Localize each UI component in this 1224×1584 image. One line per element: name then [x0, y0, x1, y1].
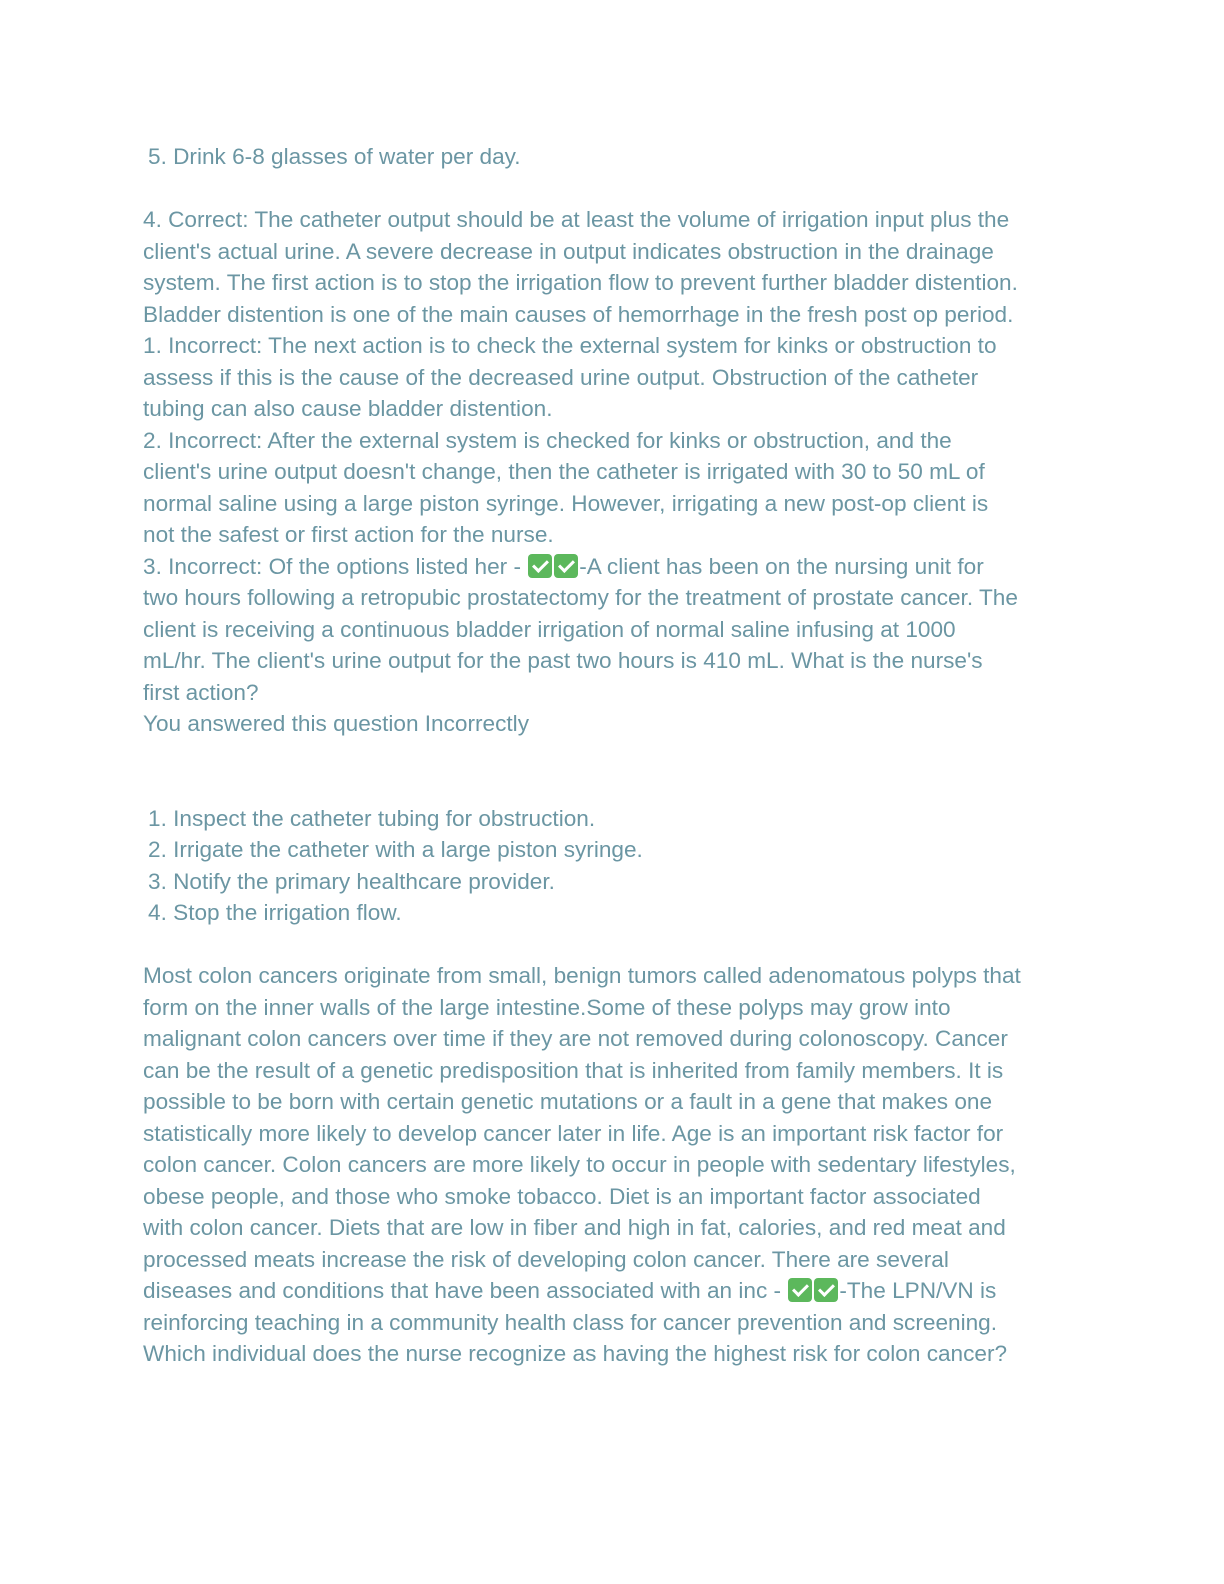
- rationale-line: colon cancer. Colon cancers are more likely to occur in people with sedentary lifestyles,: [143, 1152, 1016, 1177]
- question-start: -The LPN/VN is: [839, 1278, 997, 1303]
- rationale-line: statistically more likely to develop cancer later in life. Age is an important risk factor for: [143, 1120, 1004, 1146]
- question-start: -A client has been on the nursing unit for: [579, 553, 984, 579]
- check-mark-icon: [788, 1278, 812, 1302]
- check-mark-icon: [554, 554, 578, 578]
- rationale-line: obese people, and those who smoke tobacco. Diet is an important factor associated: [143, 1183, 981, 1209]
- rationale-line: normal saline using a large piston syringe. However, irrigating a new post-op client is: [143, 490, 989, 516]
- rationale-line: Most colon cancers originate from small, benign tumors called adenomatous polyps that: [143, 963, 1021, 988]
- question-intro-line: [143, 1275, 1083, 1307]
- rationale-line: 4. Correct: The catheter output should be at least the volume of irrigation input plus the: [143, 207, 1010, 232]
- document-page: [143, 141, 1083, 1370]
- question-intro-line: [143, 551, 1083, 583]
- rationale-line: assess if this is the cause of the decreased urine output. Obstruction of the catheter: [143, 364, 979, 390]
- rationale-line: not the safest or first action for the nurse.: [143, 522, 554, 547]
- spacer: [143, 173, 1083, 205]
- answer-option: 5. Drink 6-8 glasses of water per day.: [148, 144, 521, 169]
- rationale-line: with colon cancer. Diets that are low in fiber and high in fat, calories, and red meat and: [143, 1215, 1006, 1240]
- answer-status: You answered this question Incorrectly: [143, 711, 529, 736]
- answer-option: 4. Stop the irrigation flow.: [148, 900, 402, 925]
- question-line: reinforcing teaching in a community health class for cancer prevention and screening.: [143, 1309, 998, 1335]
- rationale-line: client's urine output doesn't change, then the catheter is irrigated with 30 to 50 mL of: [143, 459, 985, 484]
- check-mark-icon: [814, 1278, 838, 1302]
- question-line: Which individual does the nurse recognize as having the highest risk for colon cancer?: [143, 1341, 1008, 1366]
- spacer: [143, 771, 1083, 803]
- question-line: first action?: [143, 679, 259, 705]
- answer-option: 3. Notify the primary healthcare provider.: [148, 868, 555, 894]
- rationale-line: possible to be born with certain genetic mutations or a fault in a gene that makes one: [143, 1089, 993, 1114]
- answer-option: 2. Irrigate the catheter with a large piston syringe.: [148, 837, 643, 862]
- answer-option: 1. Inspect the catheter tubing for obstruction.: [148, 805, 596, 831]
- spacer: [143, 929, 1083, 961]
- rationale-line: Bladder distention is one of the main causes of hemorrhage in the fresh post op period.: [143, 301, 1014, 327]
- rationale-line: can be the result of a genetic predisposition that is inherited from family members. It is: [143, 1057, 1004, 1083]
- question-line: client is receiving a continuous bladder irrigation of normal saline infusing at 1000: [143, 616, 956, 642]
- rationale-line: form on the inner walls of the large intestine.Some of these polyps may grow into: [143, 994, 951, 1020]
- rationale-line: 2. Incorrect: After the external system is checked for kinks or obstruction, and the: [143, 427, 952, 453]
- check-mark-icon: [528, 554, 552, 578]
- question-prefix: 3. Incorrect: Of the options listed her -: [143, 553, 528, 579]
- rationale-line: malignant colon cancers over time if they are not removed during colonoscopy. Cancer: [143, 1026, 1008, 1051]
- rationale-line: 1. Incorrect: The next action is to check the external system for kinks or obstruction to: [143, 333, 997, 358]
- rationale-line: client's actual urine. A severe decrease in output indicates obstruction in the drainage: [143, 238, 994, 264]
- rationale-line: system. The first action is to stop the irrigation flow to prevent further bladder distention.: [143, 270, 1018, 295]
- rationale-line: processed meats increase the risk of developing colon cancer. There are several: [143, 1246, 949, 1272]
- rationale-line: tubing can also cause bladder distention.: [143, 396, 553, 421]
- question-line: two hours following a retropubic prostatectomy for the treatment of prostate cancer. The: [143, 585, 1018, 610]
- question-line: mL/hr. The client's urine output for the past two hours is 410 mL. What is the nurse's: [143, 648, 983, 673]
- question-prefix: diseases and conditions that have been associated with an inc -: [143, 1278, 788, 1303]
- spacer: [143, 740, 1083, 772]
